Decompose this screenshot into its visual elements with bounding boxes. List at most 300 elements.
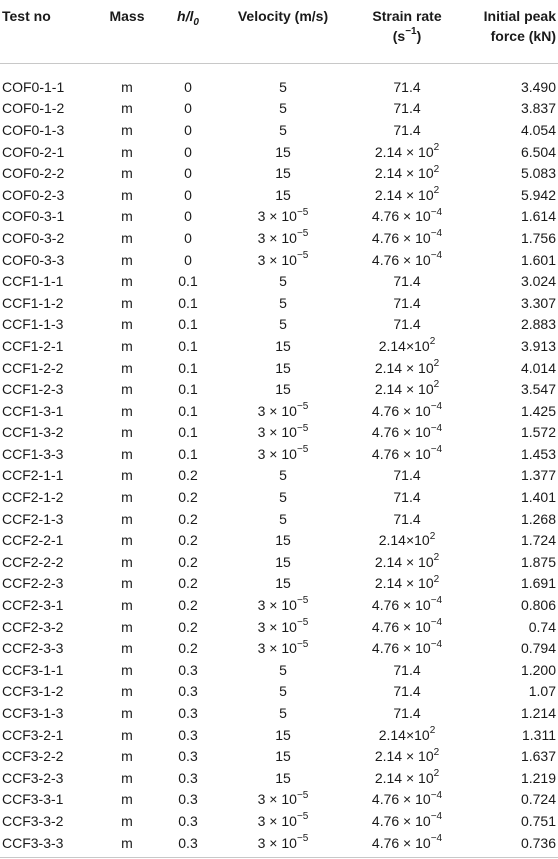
cell-velocity-value: 15 xyxy=(275,769,291,786)
cell-initial-peak-force xyxy=(466,314,558,336)
cell-h-over-l0 xyxy=(158,206,218,228)
cell-strain-rate-value: 4.76 × 10 xyxy=(371,791,431,808)
cell-test-no-value: COF0-1-1 xyxy=(2,78,65,95)
cell-strain-rate-exponent: −4 xyxy=(430,228,443,240)
table-row xyxy=(0,379,558,401)
cell-strain-rate-value: 71.4 xyxy=(393,100,421,117)
cell-velocity-exponent: −5 xyxy=(296,789,309,801)
cell-test-no xyxy=(0,336,96,358)
cell-strain-rate-value: 4.76 × 10 xyxy=(371,618,431,635)
cell-initial-peak-force xyxy=(466,141,558,163)
cell-mass-value: m xyxy=(121,683,133,700)
cell-strain-rate xyxy=(348,616,466,638)
table-row xyxy=(0,508,558,530)
cell-initial-peak-force xyxy=(466,379,558,401)
cell-initial-peak-force xyxy=(466,595,558,617)
cell-h-over-l0 xyxy=(158,422,218,444)
cell-test-no xyxy=(0,444,96,466)
cell-strain-rate-exponent: −4 xyxy=(430,444,443,456)
cell-mass-value: m xyxy=(121,186,133,203)
table-row xyxy=(0,271,558,293)
cell-test-no-value: CCF1-1-1 xyxy=(2,273,64,290)
cell-strain-rate-value: 71.4 xyxy=(393,683,421,700)
cell-initial-peak-force-value: 1.219 xyxy=(520,769,556,786)
cell-strain-rate xyxy=(348,573,466,595)
cell-initial-peak-force-value: 1.691 xyxy=(520,575,556,592)
cell-velocity-value: 3 × 10 xyxy=(257,791,297,808)
cell-strain-rate xyxy=(348,508,466,530)
cell-h-over-l0 xyxy=(158,832,218,854)
cell-strain-rate-value: 4.76 × 10 xyxy=(371,251,431,268)
cell-test-no xyxy=(0,681,96,703)
cell-test-no xyxy=(0,271,96,293)
cell-velocity-exponent: −5 xyxy=(296,811,309,823)
cell-mass xyxy=(96,206,158,228)
cell-test-no xyxy=(0,746,96,768)
cell-velocity xyxy=(218,271,348,293)
cell-initial-peak-force-value: 3.307 xyxy=(520,294,556,311)
cell-mass xyxy=(96,292,158,314)
cell-initial-peak-force xyxy=(466,184,558,206)
cell-h-over-l0 xyxy=(158,314,218,336)
cell-h-over-l0-value: 0.1 xyxy=(178,359,198,376)
cell-mass-value: m xyxy=(121,381,133,398)
cell-test-no-value: CCF2-2-1 xyxy=(2,532,64,549)
header-h-symbol: h xyxy=(177,8,186,24)
cell-test-no-value: CCF3-2-2 xyxy=(2,748,64,765)
cell-strain-rate xyxy=(348,141,466,163)
table-row xyxy=(0,552,558,574)
cell-velocity xyxy=(218,184,348,206)
cell-h-over-l0 xyxy=(158,163,218,185)
cell-h-over-l0-value: 0.3 xyxy=(178,705,198,722)
cell-strain-rate xyxy=(348,444,466,466)
table-row xyxy=(0,77,558,99)
cell-strain-rate xyxy=(348,292,466,314)
cell-test-no-value: CCF3-3-2 xyxy=(2,812,64,829)
cell-h-over-l0-value: 0.2 xyxy=(178,553,198,570)
cell-h-over-l0 xyxy=(158,768,218,790)
cell-h-over-l0 xyxy=(158,487,218,509)
cell-strain-rate xyxy=(348,249,466,271)
cell-initial-peak-force-value: 0.806 xyxy=(520,597,556,614)
cell-strain-rate xyxy=(348,314,466,336)
cell-h-over-l0-value: 0 xyxy=(184,78,192,95)
cell-velocity xyxy=(218,573,348,595)
cell-mass xyxy=(96,379,158,401)
cell-test-no xyxy=(0,163,96,185)
cell-h-over-l0-value: 0.2 xyxy=(178,640,198,657)
cell-velocity-value: 3 × 10 xyxy=(257,812,297,829)
cell-initial-peak-force-value: 1.311 xyxy=(522,726,556,743)
cell-initial-peak-force xyxy=(466,271,558,293)
cell-strain-rate-value: 71.4 xyxy=(393,273,421,290)
cell-initial-peak-force xyxy=(466,249,558,271)
cell-mass-value: m xyxy=(121,705,133,722)
cell-h-over-l0 xyxy=(158,616,218,638)
cell-h-over-l0-value: 0.2 xyxy=(178,532,198,549)
cell-velocity-value: 3 × 10 xyxy=(257,402,297,419)
cell-test-no xyxy=(0,832,96,854)
cell-initial-peak-force-value: 1.637 xyxy=(520,748,556,765)
cell-test-no-value: CCF1-1-3 xyxy=(2,316,64,333)
cell-h-over-l0 xyxy=(158,724,218,746)
cell-test-no-value: CCF2-1-3 xyxy=(2,510,64,527)
cell-strain-rate-value: 71.4 xyxy=(393,489,421,506)
cell-mass xyxy=(96,357,158,379)
cell-mass xyxy=(96,141,158,163)
cell-initial-peak-force-value: 1.377 xyxy=(520,467,556,484)
cell-h-over-l0-value: 0.1 xyxy=(178,273,198,290)
cell-mass xyxy=(96,832,158,854)
cell-strain-rate-value: 2.14 × 10 xyxy=(374,769,434,786)
cell-mass-value: m xyxy=(121,294,133,311)
cell-mass-value: m xyxy=(121,553,133,570)
table-row xyxy=(0,400,558,422)
cell-test-no-value: COF0-3-2 xyxy=(2,229,65,246)
cell-velocity-exponent: −5 xyxy=(296,206,309,218)
cell-h-over-l0-value: 0.1 xyxy=(178,381,198,398)
cell-velocity-value: 5 xyxy=(279,78,287,95)
cell-initial-peak-force xyxy=(466,77,558,99)
cell-h-over-l0 xyxy=(158,508,218,530)
cell-mass xyxy=(96,573,158,595)
table-row xyxy=(0,120,558,142)
cell-initial-peak-force-value: 0.74 xyxy=(528,618,556,635)
cell-velocity-value: 15 xyxy=(275,381,291,398)
cell-strain-rate-exponent: −4 xyxy=(430,249,443,261)
cell-mass xyxy=(96,98,158,120)
cell-test-no xyxy=(0,292,96,314)
cell-strain-rate xyxy=(348,422,466,444)
cell-initial-peak-force-value: 1.572 xyxy=(520,424,556,441)
cell-velocity xyxy=(218,336,348,358)
cell-mass-value: m xyxy=(121,510,133,527)
cell-initial-peak-force-value: 3.837 xyxy=(520,100,556,117)
cell-strain-rate-exponent: −4 xyxy=(430,832,443,844)
cell-strain-rate-exponent: 2 xyxy=(433,357,440,369)
cell-h-over-l0 xyxy=(158,336,218,358)
cell-mass xyxy=(96,228,158,250)
cell-test-no-value: CCF1-2-2 xyxy=(2,359,64,376)
cell-velocity-exponent: −5 xyxy=(296,832,309,844)
cell-velocity xyxy=(218,660,348,682)
cell-test-no xyxy=(0,724,96,746)
cell-test-no-value: CCF1-1-2 xyxy=(2,294,64,311)
cell-velocity xyxy=(218,811,348,833)
cell-strain-rate xyxy=(348,357,466,379)
cell-h-over-l0 xyxy=(158,465,218,487)
cell-velocity-value: 15 xyxy=(275,143,291,160)
cell-h-over-l0 xyxy=(158,228,218,250)
cell-test-no-value: CCF2-3-2 xyxy=(2,618,64,635)
cell-test-no xyxy=(0,573,96,595)
cell-velocity-value: 15 xyxy=(275,337,291,354)
cell-mass-value: m xyxy=(121,597,133,614)
table-row xyxy=(0,228,558,250)
header-l-subscript: 0 xyxy=(193,16,199,28)
header-strain-rate-exponent: −1 xyxy=(405,26,417,38)
cell-strain-rate-value: 2.14 × 10 xyxy=(374,165,434,182)
cell-initial-peak-force-value: 5.083 xyxy=(520,165,556,182)
cell-velocity-value: 3 × 10 xyxy=(257,445,297,462)
cell-h-over-l0 xyxy=(158,120,218,142)
cell-initial-peak-force-value: 6.504 xyxy=(520,143,556,160)
cell-h-over-l0-value: 0.3 xyxy=(178,683,198,700)
table-body xyxy=(0,63,558,854)
cell-test-no-value: CCF1-3-1 xyxy=(2,402,64,419)
cell-test-no xyxy=(0,98,96,120)
spacer-cell xyxy=(0,63,558,77)
cell-initial-peak-force xyxy=(466,616,558,638)
cell-test-no xyxy=(0,357,96,379)
cell-test-no-value: CCF2-2-2 xyxy=(2,553,64,570)
spacer-row xyxy=(0,63,558,77)
cell-test-no xyxy=(0,422,96,444)
cell-velocity xyxy=(218,616,348,638)
cell-mass-value: m xyxy=(121,791,133,808)
cell-h-over-l0 xyxy=(158,660,218,682)
cell-mass-value: m xyxy=(121,402,133,419)
cell-strain-rate-value: 2.14 × 10 xyxy=(374,575,434,592)
cell-velocity xyxy=(218,746,348,768)
table-row xyxy=(0,832,558,854)
cell-h-over-l0-value: 0 xyxy=(184,229,192,246)
table-row xyxy=(0,703,558,725)
cell-velocity xyxy=(218,206,348,228)
cell-strain-rate-exponent: 2 xyxy=(429,724,436,736)
cell-test-no xyxy=(0,595,96,617)
cell-initial-peak-force xyxy=(466,638,558,660)
table-row xyxy=(0,573,558,595)
cell-initial-peak-force-value: 0.794 xyxy=(520,640,556,657)
cell-h-over-l0 xyxy=(158,141,218,163)
header-l-symbol: l xyxy=(189,8,194,24)
cell-mass-value: m xyxy=(121,661,133,678)
cell-mass xyxy=(96,638,158,660)
header-strain-rate-close: ) xyxy=(416,28,422,44)
cell-mass-value: m xyxy=(121,100,133,117)
cell-mass xyxy=(96,271,158,293)
cell-strain-rate-value: 4.76 × 10 xyxy=(371,445,431,462)
cell-mass-value: m xyxy=(121,359,133,376)
cell-strain-rate-exponent: 2 xyxy=(429,336,436,348)
cell-strain-rate-exponent: 2 xyxy=(433,768,440,780)
cell-strain-rate-exponent: 2 xyxy=(433,141,440,153)
cell-mass xyxy=(96,789,158,811)
cell-mass xyxy=(96,811,158,833)
cell-velocity-value: 3 × 10 xyxy=(257,229,297,246)
cell-mass xyxy=(96,465,158,487)
cell-h-over-l0 xyxy=(158,552,218,574)
cell-initial-peak-force-value: 0.724 xyxy=(520,791,556,808)
cell-strain-rate xyxy=(348,552,466,574)
cell-strain-rate xyxy=(348,638,466,660)
cell-h-over-l0 xyxy=(158,746,218,768)
cell-mass xyxy=(96,724,158,746)
cell-test-no-value: COF0-3-1 xyxy=(2,208,65,225)
cell-test-no-value: COF0-2-3 xyxy=(2,186,65,203)
cell-initial-peak-force xyxy=(466,487,558,509)
cell-strain-rate-value: 4.76 × 10 xyxy=(371,424,431,441)
cell-initial-peak-force-value: 0.751 xyxy=(520,812,556,829)
cell-velocity xyxy=(218,487,348,509)
cell-test-no-value: CCF2-1-1 xyxy=(2,467,64,484)
cell-strain-rate-exponent: 2 xyxy=(433,185,440,197)
table-row xyxy=(0,487,558,509)
cell-mass-value: m xyxy=(121,251,133,268)
cell-velocity-exponent: −5 xyxy=(296,422,309,434)
cell-strain-rate-value: 4.76 × 10 xyxy=(371,229,431,246)
cell-mass-value: m xyxy=(121,229,133,246)
cell-mass-value: m xyxy=(121,726,133,743)
cell-velocity-value: 5 xyxy=(279,273,287,290)
cell-strain-rate xyxy=(348,98,466,120)
cell-mass xyxy=(96,163,158,185)
cell-velocity xyxy=(218,120,348,142)
cell-initial-peak-force xyxy=(466,336,558,358)
cell-mass xyxy=(96,530,158,552)
cell-velocity xyxy=(218,249,348,271)
cell-test-no-value: CCF3-3-3 xyxy=(2,834,64,851)
cell-strain-rate-value: 71.4 xyxy=(393,467,421,484)
cell-velocity-exponent: −5 xyxy=(296,444,309,456)
cell-strain-rate xyxy=(348,77,466,99)
cell-test-no xyxy=(0,184,96,206)
cell-initial-peak-force xyxy=(466,832,558,854)
cell-velocity-value: 15 xyxy=(275,165,291,182)
cell-h-over-l0 xyxy=(158,98,218,120)
cell-initial-peak-force-value: 1.724 xyxy=(520,532,556,549)
cell-strain-rate-value: 71.4 xyxy=(393,510,421,527)
cell-velocity-value: 5 xyxy=(279,661,287,678)
cell-test-no-value: COF0-3-3 xyxy=(2,251,65,268)
cell-mass-value: m xyxy=(121,121,133,138)
header-peak-line1: Initial peak xyxy=(483,8,556,24)
cell-velocity xyxy=(218,508,348,530)
cell-velocity xyxy=(218,444,348,466)
cell-strain-rate xyxy=(348,184,466,206)
table-row xyxy=(0,184,558,206)
table-header xyxy=(0,0,558,63)
cell-strain-rate xyxy=(348,120,466,142)
cell-test-no xyxy=(0,530,96,552)
cell-test-no-value: CCF1-2-3 xyxy=(2,381,64,398)
table-row xyxy=(0,314,558,336)
table-row xyxy=(0,357,558,379)
cell-h-over-l0-value: 0.1 xyxy=(178,424,198,441)
cell-velocity-value: 15 xyxy=(275,726,291,743)
cell-mass xyxy=(96,336,158,358)
cell-h-over-l0-value: 0 xyxy=(184,100,192,117)
cell-initial-peak-force-value: 3.913 xyxy=(520,337,556,354)
cell-test-no-value: CCF1-2-1 xyxy=(2,337,64,354)
cell-initial-peak-force-value: 3.024 xyxy=(520,273,556,290)
cell-strain-rate-value: 2.14 × 10 xyxy=(374,143,434,160)
cell-h-over-l0 xyxy=(158,357,218,379)
cell-velocity-value: 5 xyxy=(279,100,287,117)
cell-velocity xyxy=(218,379,348,401)
cell-velocity-value: 3 × 10 xyxy=(257,424,297,441)
cell-h-over-l0-value: 0.1 xyxy=(178,445,198,462)
cell-test-no-value: CCF3-3-1 xyxy=(2,791,64,808)
cell-strain-rate xyxy=(348,746,466,768)
cell-mass xyxy=(96,400,158,422)
cell-initial-peak-force xyxy=(466,530,558,552)
cell-initial-peak-force xyxy=(466,292,558,314)
cell-velocity xyxy=(218,789,348,811)
header-strain-rate xyxy=(348,0,466,63)
cell-strain-rate-value: 4.76 × 10 xyxy=(371,640,431,657)
cell-velocity xyxy=(218,292,348,314)
table-row xyxy=(0,811,558,833)
cell-mass-value: m xyxy=(121,165,133,182)
table-row xyxy=(0,206,558,228)
table-row xyxy=(0,530,558,552)
cell-h-over-l0-value: 0 xyxy=(184,186,192,203)
table-row xyxy=(0,660,558,682)
cell-velocity-value: 5 xyxy=(279,683,287,700)
header-velocity: Velocity (m/s) xyxy=(237,8,329,24)
cell-test-no-value: COF0-2-1 xyxy=(2,143,65,160)
cell-initial-peak-force-value: 4.014 xyxy=(520,359,556,376)
cell-test-no xyxy=(0,660,96,682)
cell-strain-rate xyxy=(348,724,466,746)
cell-test-no-value: CCF2-3-1 xyxy=(2,597,64,614)
header-mass: Mass xyxy=(109,8,145,24)
cell-velocity xyxy=(218,98,348,120)
cell-strain-rate xyxy=(348,379,466,401)
cell-mass-value: m xyxy=(121,640,133,657)
cell-initial-peak-force-value: 1.401 xyxy=(520,489,556,506)
cell-initial-peak-force-value: 1.425 xyxy=(520,402,556,419)
cell-initial-peak-force-value: 1.756 xyxy=(520,229,556,246)
cell-initial-peak-force xyxy=(466,508,558,530)
cell-h-over-l0-value: 0.2 xyxy=(178,489,198,506)
cell-velocity-exponent: −5 xyxy=(296,249,309,261)
cell-velocity xyxy=(218,724,348,746)
cell-h-over-l0 xyxy=(158,703,218,725)
cell-initial-peak-force xyxy=(466,422,558,444)
cell-velocity xyxy=(218,595,348,617)
cell-velocity-value: 3 × 10 xyxy=(257,834,297,851)
cell-test-no-value: CCF2-3-3 xyxy=(2,640,64,657)
cell-velocity xyxy=(218,638,348,660)
cell-test-no xyxy=(0,77,96,99)
cell-initial-peak-force-value: 4.054 xyxy=(520,121,556,138)
cell-test-no-value: CCF2-2-3 xyxy=(2,575,64,592)
cell-strain-rate-exponent: −4 xyxy=(430,811,443,823)
cell-h-over-l0 xyxy=(158,595,218,617)
cell-h-over-l0-value: 0.3 xyxy=(178,791,198,808)
cell-velocity-value: 3 × 10 xyxy=(257,251,297,268)
cell-initial-peak-force-value: 1.07 xyxy=(528,683,556,700)
cell-h-over-l0 xyxy=(158,444,218,466)
cell-mass xyxy=(96,184,158,206)
bottom-rule xyxy=(0,857,558,858)
cell-initial-peak-force xyxy=(466,228,558,250)
cell-mass-value: m xyxy=(121,316,133,333)
cell-mass-value: m xyxy=(121,812,133,829)
cell-test-no xyxy=(0,120,96,142)
cell-mass-value: m xyxy=(121,575,133,592)
cell-initial-peak-force xyxy=(466,465,558,487)
cell-strain-rate-exponent: 2 xyxy=(433,163,440,175)
cell-h-over-l0-value: 0 xyxy=(184,208,192,225)
cell-velocity-value: 3 × 10 xyxy=(257,618,297,635)
cell-initial-peak-force-value: 1.453 xyxy=(520,445,556,462)
cell-h-over-l0 xyxy=(158,379,218,401)
